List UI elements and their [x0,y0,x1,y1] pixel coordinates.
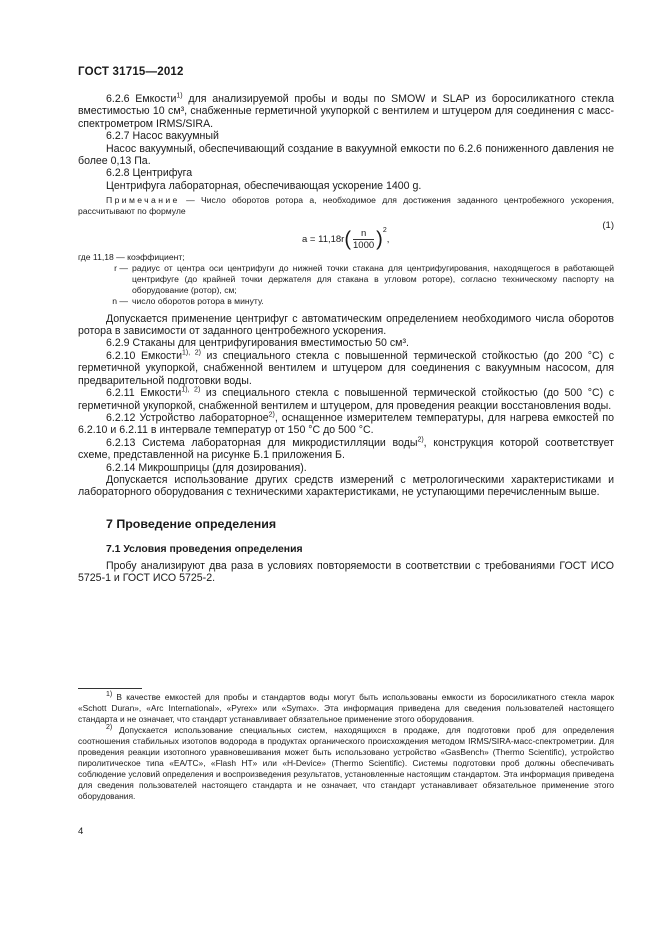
where-line: где 11,18 — коэффициент; [78,251,185,262]
clause-text: 6.2.11 Емкости [106,387,182,400]
footnote-divider [78,688,142,689]
page-header: ГОСТ 31715—2012 [78,66,184,78]
footnote-ref: 1) [176,92,183,100]
clause-text: 6.2.6 Емкости [106,93,177,105]
formula-lhs: a = 11,18r [302,233,345,245]
definition-symbol: n — [112,296,128,307]
clause-7-1-text: Пробу анализируют два раза в условиях повторяемости в соответствии с требованиями ГОСТ ИСО 5725-1 и ГОСТ ИСО 5725-2. [78,559,614,584]
footnote-2 [78,725,614,802]
formula-exponent: 2 [382,226,387,234]
note-label: Примечание [106,195,180,206]
clause-6-2-13 [78,437,614,462]
clause-text: 6.2.13 Система лабораторная для микродистилляции воды [106,436,418,449]
clause-text: , оснащенное измерителем температуры, для нагрева емкостей по 6.2.10 и 6.2.11 в интервале температур от 150 °С до 500 °С. [78,411,614,437]
clause-6-2-8-text: Центрифуга лабораторная, обеспечивающая ускорение 1400 g. [106,179,422,192]
clause-6-2-14: 6.2.14 Микрошприцы (для дозирования). [106,461,307,474]
definition-text: число оборотов ротора в минуту. [132,296,264,307]
clause-text: , конструкция которой соответствует схеме, представленной на рисунке Б.1 приложения Б. [78,436,615,462]
footnote-ref: 1), 2) [181,386,201,394]
formula-number: (1) [602,219,614,231]
clause-6-2-8-heading: 6.2.8 Центрифуга [106,167,193,180]
clause-6-2-7-text: Насос вакуумный, обеспечивающий создание в вакуумной емкости по 6.2.6 пониженного давления не более 0,13 Па. [78,142,614,168]
formula-expression: a = 11,18r( $\frac{n}{1000}$ )$^2$, [302,226,390,251]
footnote-ref: 2) [417,436,424,444]
definition-symbol: r — [114,262,128,273]
clause-text: 6.2.12 Устройство лабораторное [106,411,269,424]
footnote-1 [78,692,614,725]
clause-6-2-7-heading: 6.2.7 Насос вакуумный [106,130,219,143]
clause-text: для анализируемой пробы и воды по SMOW и SLAP из боросиликатного стекла вместимостью 10 см³, снабженные герметичной укупоркой с вентилем и штуцером для соединения с масс-спектрометром IRMS/SIRA. [78,93,614,130]
definition-r [78,263,614,297]
clause-6-2-10 [78,350,614,387]
footnote-text: Допускается использование специальных систем, находящихся в продаже, для подготовки проб для определения соотношения стабильных изотопов водорода в продуктах органического происхождения методом IRMS/SIRA-масс-спектрометрии. Для проведения реакции изотопного уравновешивания может быть использовано устройство «GasBench» (Thermo Scientific), устройство пиролитическое типа «EA/TC», «Flash HT» или «H-Device» (Thermo Scientific). Системы подготовки проб должны обеспечивать соблюдение условий определения и воспроизведения результатов, установленные настоящим стандартом. Эта информация приведена для сведения пользователей настоящего стандарта и не означает, что стандарт устанавливает обязательное применение этого оборудования. [78,725,614,801]
clause-6-2-6 [78,93,614,130]
note [78,195,614,217]
formula-tail: , [386,233,390,245]
formula-numerator: n [353,228,374,240]
page-number: 4 [78,826,84,837]
clause-6-2-11 [78,387,614,412]
clause-text: из специального стекла с повышенной термической стойкостью (до 500 °С) с герметичной укупоркой, снабженной вентилем и штуцером, для проведения реакции восстановления воды. [78,387,615,412]
paragraph-allow-centrifuges: Допускается применение центрифуг с автоматическим определением необходимого числа оборотов ротора в зависимости от заданного центробежного ускорения. [78,312,614,338]
subsection-7-1-title: 7.1 Условия проведения определения [106,544,303,556]
section-7-title: 7 Проведение определения [106,516,277,531]
definition-n [78,296,614,307]
document-body [78,93,614,584]
note-text: — Число оборотов ротора a, необходимое для достижения заданного центробежного ускорения, рассчитывают по формуле [78,195,614,217]
formula-denominator: 1000 [353,239,375,251]
clause-6-2-12 [78,412,614,437]
footnote-ref: 1), 2) [182,349,201,357]
footnote-mark: 1) [106,691,113,699]
formula-1 [78,218,614,250]
clause-text: из специального стекла с повышенной термической стойкостью (до 200 °С) с герметичной укупоркой, снабженной вентилем и штуцером для соединения с вакуумным насосом, для предварительной подготовки воды. [78,349,614,387]
footnote-ref: 2) [268,411,275,419]
clause-text: 6.2.10 Емкости [106,349,183,362]
paragraph-allow-other: Допускается использование других средств измерений с метрологическими характеристиками и лабораторного оборудования с техническими характеристиками, не уступающими перечисленным выше. [78,473,614,499]
footnote-text: В качестве емкостей для пробы и стандартов воды могут быть использованы емкости из боросиликатного стекла марок «Schott Duran», «Arc International», «Pyrex» или «Symax». Эта информация приведена для сведения пользователей настоящего стандарта и не означает, что стандарт устанавливает обязательное применение этого оборудования. [78,692,614,724]
footnotes [78,692,614,802]
formula-fraction [353,228,374,251]
footnote-mark: 2) [106,724,113,732]
clause-6-2-9: 6.2.9 Стаканы для центрифугирования вместимостью 50 см³. [106,337,409,350]
definition-text: радиус от центра оси центрифуги до нижней точки стакана для центрифугирования, находящегося в работающей центрифуге (до крайней точки держателя для стакана в угловом роторе), согласно техническому паспорту на оборудование (ротор), см; [132,262,614,296]
